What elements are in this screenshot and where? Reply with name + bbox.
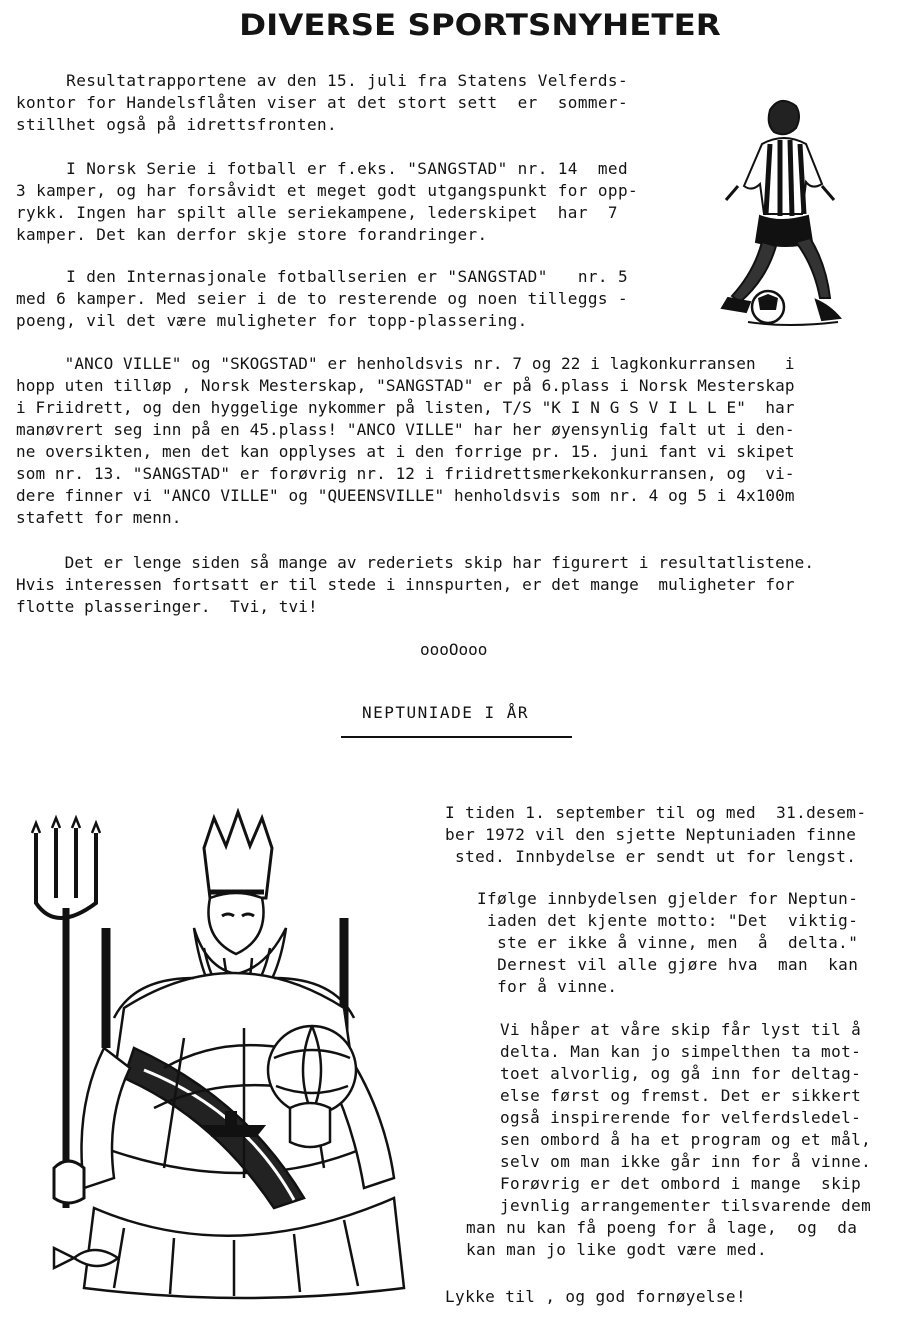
separator: oooOooo [420, 640, 488, 659]
paragraph-5: Det er lenge siden så mange av rederiets skip har figurert i resultatlistene. Hvis interessen fortsatt er til stede i innspurten, er det mange muligheter for flotte plasseringer. Tvi, tvi! [16, 553, 815, 616]
page-title: DIVERSE SPORTSNYHETER [239, 8, 721, 42]
neptune-illustration [14, 808, 426, 1308]
neptune-paragraph-5: Lykke til , og god fornøyelse! [445, 1287, 746, 1306]
footballer-illustration [718, 92, 848, 328]
subheading-underline [341, 736, 572, 738]
neptune-paragraph-3: Vi håper at våre skip får lyst til å delta. Man kan jo simpelthen ta mot- toet alvorlig, og gå inn for deltag- else først og fremst. Det er sikkert også inspirerende for velferdsledel- sen ombord å ha et program og et mål, selv om man ikke går inn for å vinne. Forøvrig er det ombord i mange skip jevnlig arrangementer tilsvarende dem [500, 1020, 872, 1215]
paragraph-4: "ANCO VILLE" og "SKOGSTAD" er henholdsvis nr. 7 og 22 i lagkonkurransen i hopp uten tilløp , Norsk Mesterskap, "SANGSTAD" er på 6.plass i Norsk Mesterskap i Friidrett, og den hyggelige nykommer på listen, T/S "K I N G S V I L L E" har manøvrert seg inn på en 45.plass! "ANCO VILLE" har her øyensynlig falt ut i den- ne oversikten, men det kan opplyses at i den forrige pr. 15. juni fant vi skipet som nr. 13. "SANGSTAD" er forøvrig nr. 12 i friidrettsmerkekonkurransen, og vi- dere finner vi "ANCO VILLE" og "QUEENSVILLE" henholdsvis som nr. 4 og 5 i 4x100m stafett for menn. [16, 354, 795, 527]
paragraph-3: I den Internasjonale fotballserien er "SANGSTAD" nr. 5 med 6 kamper. Med seier i de to resterende og noen tilleggs - poeng, vil det være muligheter for topp-plassering. [16, 267, 629, 330]
neptune-paragraph-2: Ifølge innbydelsen gjelder for Neptun- iaden det kjente motto: "Det viktig- ste er ikke å vinne, men å delta." Dernest vil alle gjøre hva man kan for å vinne. [477, 889, 859, 996]
section-subheading: NEPTUNIADE I ÅR [362, 703, 529, 722]
neptune-paragraph-1: I tiden 1. september til og med 31.desem- ber 1972 vil den sjette Neptuniaden finne sted. Innbydelse er sendt ut for lengst. [445, 803, 867, 866]
paragraph-1: Resultatrapportene av den 15. juli fra Statens Velferds- kontor for Handelsflåten viser at det stort sett er sommer- stillhet også på idrettsfronten. [16, 71, 629, 134]
paragraph-2: I Norsk Serie i fotball er f.eks. "SANGSTAD" nr. 14 med 3 kamper, og har forsåvidt et meget godt utgangspunkt for opp- rykk. Ingen har spilt alle seriekampene, lederskipet har 7 kamper. Det kan derfor skje store forandringer. [16, 159, 639, 244]
football-icon [268, 1026, 356, 1114]
neptune-paragraph-4: man nu kan få poeng for å lage, og da kan man jo like godt være med. [466, 1218, 858, 1259]
